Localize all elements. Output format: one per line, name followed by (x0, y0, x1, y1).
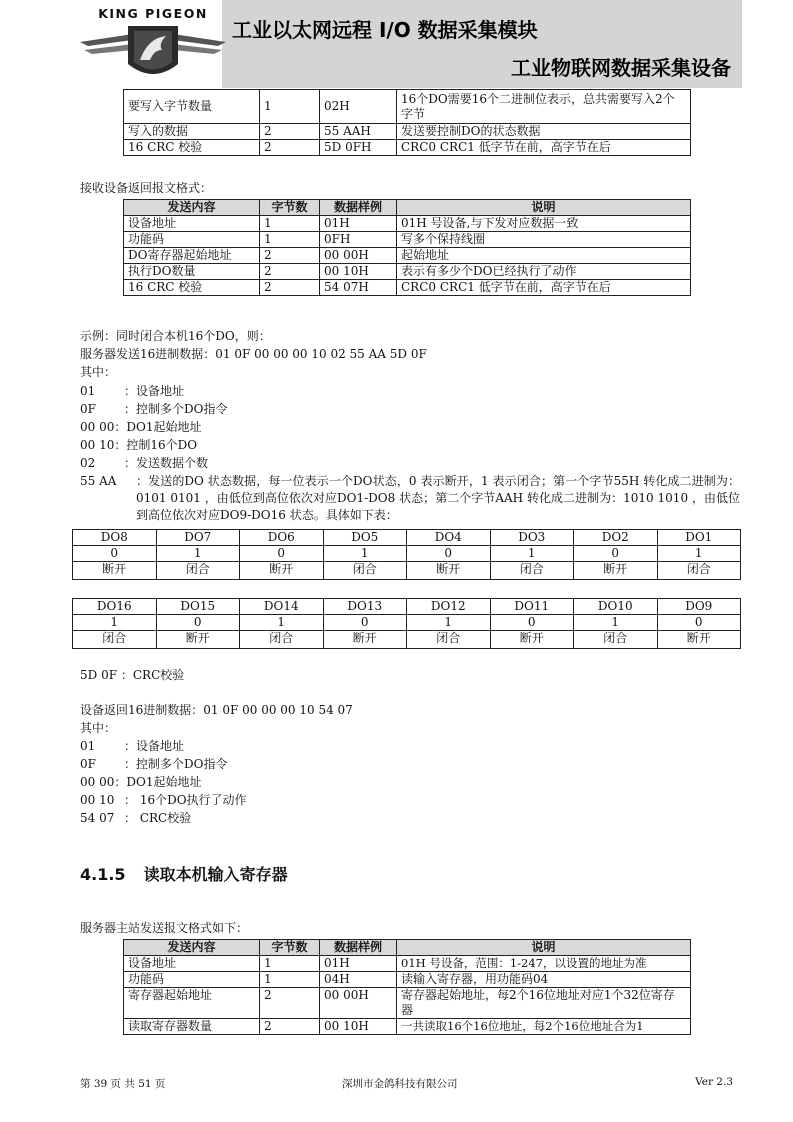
example-item (80, 455, 208, 472)
table-row (73, 562, 741, 580)
table-cell: 1 (260, 232, 320, 248)
crc-line: 5D 0F ：CRC校验 (80, 668, 185, 682)
device-return-item (80, 774, 201, 791)
table-row (124, 280, 691, 296)
table-row (124, 1019, 691, 1035)
table-cell: DO寄存器起始地址 (124, 248, 260, 264)
device-return-item (80, 738, 184, 755)
table-row (124, 90, 691, 124)
table-cell: 00 00H (320, 248, 397, 264)
table-cell: 01H 号设备，范围：1-247，以设置的地址为准 (397, 956, 691, 972)
item-value: ：设备地址 (124, 384, 185, 398)
do-bit: 0 (156, 615, 240, 631)
example-line: 示例：同时闭合本机16个DO，则： (80, 329, 271, 343)
do-label: DO2 (574, 530, 658, 546)
table-cell: CRC0 CRC1 低字节在前，高字节在后 (397, 140, 691, 156)
do-bit: 0 (657, 615, 741, 631)
do-bit: 1 (73, 615, 157, 631)
brand-logo (78, 6, 228, 86)
item-key: 01 (80, 739, 96, 753)
page-header (0, 0, 793, 88)
table-cell: 2 (260, 1019, 320, 1035)
do-label: DO12 (407, 599, 491, 615)
table-cell: 1 (260, 956, 320, 972)
do-bit: 1 (156, 546, 240, 562)
header-title-main: 工业以太网远程 I/O 数据采集模块 (232, 18, 538, 42)
do-state: 断开 (156, 631, 240, 649)
reply-format-table (123, 199, 691, 296)
table-cell: 执行DO数量 (124, 264, 260, 280)
do-state: 闭合 (657, 562, 741, 580)
column-header: 发送内容 (124, 200, 260, 216)
do-bit: 0 (323, 615, 407, 631)
device-return-item (80, 792, 247, 809)
do-state: 闭合 (490, 562, 574, 580)
item-key: 00 10 (80, 793, 115, 807)
table-header-row (73, 599, 741, 615)
table-row (124, 124, 691, 140)
example-line: 其中： (80, 365, 117, 379)
do-bit: 0 (407, 546, 491, 562)
table-cell: 2 (260, 280, 320, 296)
do-state: 断开 (407, 562, 491, 580)
table-cell: 起始地址 (397, 248, 691, 264)
table-header-row (73, 530, 741, 546)
do-label: DO5 (323, 530, 407, 546)
table-row (124, 216, 691, 232)
table-cell: 01H 号设备,与下发对应数据一致 (397, 216, 691, 232)
example-item (80, 437, 197, 454)
table-cell: 01H (320, 216, 397, 232)
do-bit: 1 (574, 615, 658, 631)
do-state: 闭合 (156, 562, 240, 580)
item-value: ：控制多个DO指令 (124, 402, 228, 416)
do-bit: 1 (407, 615, 491, 631)
table-cell: 要写入字节数量 (124, 90, 260, 124)
do-label: DO15 (156, 599, 240, 615)
table-cell: 00 10H (320, 1019, 397, 1035)
header-title-sub: 工业物联网数据采集设备 (511, 56, 731, 80)
item-key: 55 AA (80, 474, 117, 488)
table-row (124, 956, 691, 972)
do-state: 断开 (73, 562, 157, 580)
table-cell: 1 (260, 90, 320, 124)
do-state: 闭合 (574, 631, 658, 649)
table-cell: 2 (260, 264, 320, 280)
do-state: 断开 (240, 562, 324, 580)
table-cell: 读取寄存器数量 (124, 1019, 260, 1035)
table-cell: CRC0 CRC1 低字节在前，高字节在后 (397, 280, 691, 296)
table-cell: 1 (260, 216, 320, 232)
table-cell: 写入的数据 (124, 124, 260, 140)
do-label: DO11 (490, 599, 574, 615)
table-cell: 一共读取16个16位地址，每2个16位地址合为1 (397, 1019, 691, 1035)
do-state: 断开 (657, 631, 741, 649)
device-return-line: 其中： (80, 721, 117, 735)
item-key: 54 07 (80, 811, 115, 825)
device-return-item (80, 756, 227, 773)
do-state-table-2 (72, 598, 741, 649)
table-cell: 寄存器起始地址 (124, 988, 260, 1019)
brand-name: KING PIGEON (98, 6, 208, 21)
footer-version: Ver 2.3 (695, 1076, 733, 1088)
table-cell: 2 (260, 988, 320, 1019)
do-state: 闭合 (240, 631, 324, 649)
item-value: ： CRC校验 (124, 811, 192, 825)
item-key: 00 00 (80, 420, 115, 434)
pigeon-logo-icon (78, 20, 228, 86)
table-cell: 读输入寄存器，用功能码04 (397, 972, 691, 988)
table-row (124, 264, 691, 280)
table-cell: 发送要控制DO的状态数据 (397, 124, 691, 140)
table-cell: 16 CRC 校验 (124, 280, 260, 296)
table-cell: 功能码 (124, 232, 260, 248)
table-cell: 1 (260, 972, 320, 988)
example-line: 服务器发送16进制数据：01 0F 00 00 00 10 02 55 AA 5D 0F (80, 347, 427, 361)
item-value: ：发送的DO 状态数据，每一位表示一个DO状态，0 表示断开，1 表示闭合；第一个字节55H 转化成二进制为：0101 0101 ，由低位到高位依次对应DO1-DO8 状态；第二个字节AAH 转化成二进制为：1010 1010 ，由低位到高位依次对应DO9-DO16 状态。具体如下表： (136, 474, 740, 522)
table-cell: 2 (260, 248, 320, 264)
do-state: 闭合 (407, 631, 491, 649)
do-label: DO10 (574, 599, 658, 615)
do-state: 断开 (490, 631, 574, 649)
do-label: DO7 (156, 530, 240, 546)
do-state: 断开 (323, 631, 407, 649)
do-bit: 0 (490, 615, 574, 631)
item-key: 0F (80, 757, 96, 771)
footer-company: 深圳市金鸽科技有限公司 (342, 1078, 458, 1090)
example-aa-paragraph (80, 473, 740, 524)
table-cell: 16 CRC 校验 (124, 140, 260, 156)
do-state: 断开 (574, 562, 658, 580)
table-cell: 2 (260, 124, 320, 140)
table-cell: 04H (320, 972, 397, 988)
column-header: 说明 (397, 200, 691, 216)
do-bit: 1 (490, 546, 574, 562)
item-value: ：DO1起始地址 (114, 775, 202, 789)
do-label: DO4 (407, 530, 491, 546)
device-return-line: 设备返回16进制数据：01 0F 00 00 00 10 54 07 (80, 703, 353, 717)
table-row (73, 615, 741, 631)
table-cell: 00 10H (320, 264, 397, 280)
do-label: DO6 (240, 530, 324, 546)
column-header: 数据样例 (320, 940, 397, 956)
do-state: 闭合 (73, 631, 157, 649)
do-label: DO1 (657, 530, 741, 546)
table-header-row (124, 940, 691, 956)
item-value: ：DO1起始地址 (114, 420, 202, 434)
do-bit: 0 (574, 546, 658, 562)
table-row (124, 140, 691, 156)
section-heading (80, 862, 288, 885)
table-cell: 02H (320, 90, 397, 124)
table-row (124, 988, 691, 1019)
item-key: 0F (80, 402, 96, 416)
table-row (73, 631, 741, 649)
master-intro: 服务器主站发送报文格式如下： (80, 921, 249, 935)
item-value: ：设备地址 (124, 739, 185, 753)
example-item (80, 401, 227, 418)
section-title: 读取本机输入寄存器 (143, 865, 288, 884)
write-request-table-cont (123, 89, 691, 156)
table-header-row (124, 200, 691, 216)
do-bit: 0 (73, 546, 157, 562)
table-cell: 16个DO需要16个二进制位表示，总共需要写入2个字节 (397, 90, 691, 124)
table-cell: 表示有多少个DO已经执行了动作 (397, 264, 691, 280)
do-state-table-1 (72, 529, 741, 580)
column-header: 说明 (397, 940, 691, 956)
column-header: 数据样例 (320, 200, 397, 216)
table-row (124, 232, 691, 248)
master-request-table (123, 939, 691, 1035)
item-key: 02 (80, 456, 96, 470)
table-cell: 01H (320, 956, 397, 972)
item-value: ：控制多个DO指令 (124, 757, 228, 771)
table-cell: 55 AAH (320, 124, 397, 140)
table-cell: 5D 0FH (320, 140, 397, 156)
item-key: 01 (80, 384, 96, 398)
section-number: 4.1.5 (80, 865, 126, 884)
do-label: DO13 (323, 599, 407, 615)
device-return-item (80, 810, 191, 827)
column-header: 发送内容 (124, 940, 260, 956)
item-value: ： 16个DO执行了动作 (124, 793, 247, 807)
do-bit: 1 (323, 546, 407, 562)
example-item (80, 383, 184, 400)
do-bit: 1 (657, 546, 741, 562)
table-row (73, 546, 741, 562)
item-value: ：控制16个DO (114, 438, 198, 452)
item-value: ：发送数据个数 (124, 456, 209, 470)
table-cell: 设备地址 (124, 956, 260, 972)
column-header: 字节数 (260, 940, 320, 956)
table-row (124, 972, 691, 988)
item-key: 00 10 (80, 438, 115, 452)
do-label: DO14 (240, 599, 324, 615)
do-label: DO3 (490, 530, 574, 546)
do-bit: 0 (240, 546, 324, 562)
table-cell: 写多个保持线圈 (397, 232, 691, 248)
table-cell: 设备地址 (124, 216, 260, 232)
table-row (124, 248, 691, 264)
table-cell: 00 00H (320, 988, 397, 1019)
column-header: 字节数 (260, 200, 320, 216)
item-key: 00 00 (80, 775, 115, 789)
do-label: DO16 (73, 599, 157, 615)
do-label: DO9 (657, 599, 741, 615)
table-cell: 2 (260, 140, 320, 156)
do-state: 闭合 (323, 562, 407, 580)
table-cell: 54 07H (320, 280, 397, 296)
example-item (80, 419, 201, 436)
table-cell: 功能码 (124, 972, 260, 988)
do-label: DO8 (73, 530, 157, 546)
table-cell: 0FH (320, 232, 397, 248)
reply-intro: 接收设备返回报文格式： (80, 181, 213, 195)
do-bit: 1 (240, 615, 324, 631)
footer-page-number: 第 39 页 共 51 页 (80, 1078, 166, 1090)
table-cell: 寄存器起始地址，每2个16位地址对应1个32位寄存器 (397, 988, 691, 1019)
